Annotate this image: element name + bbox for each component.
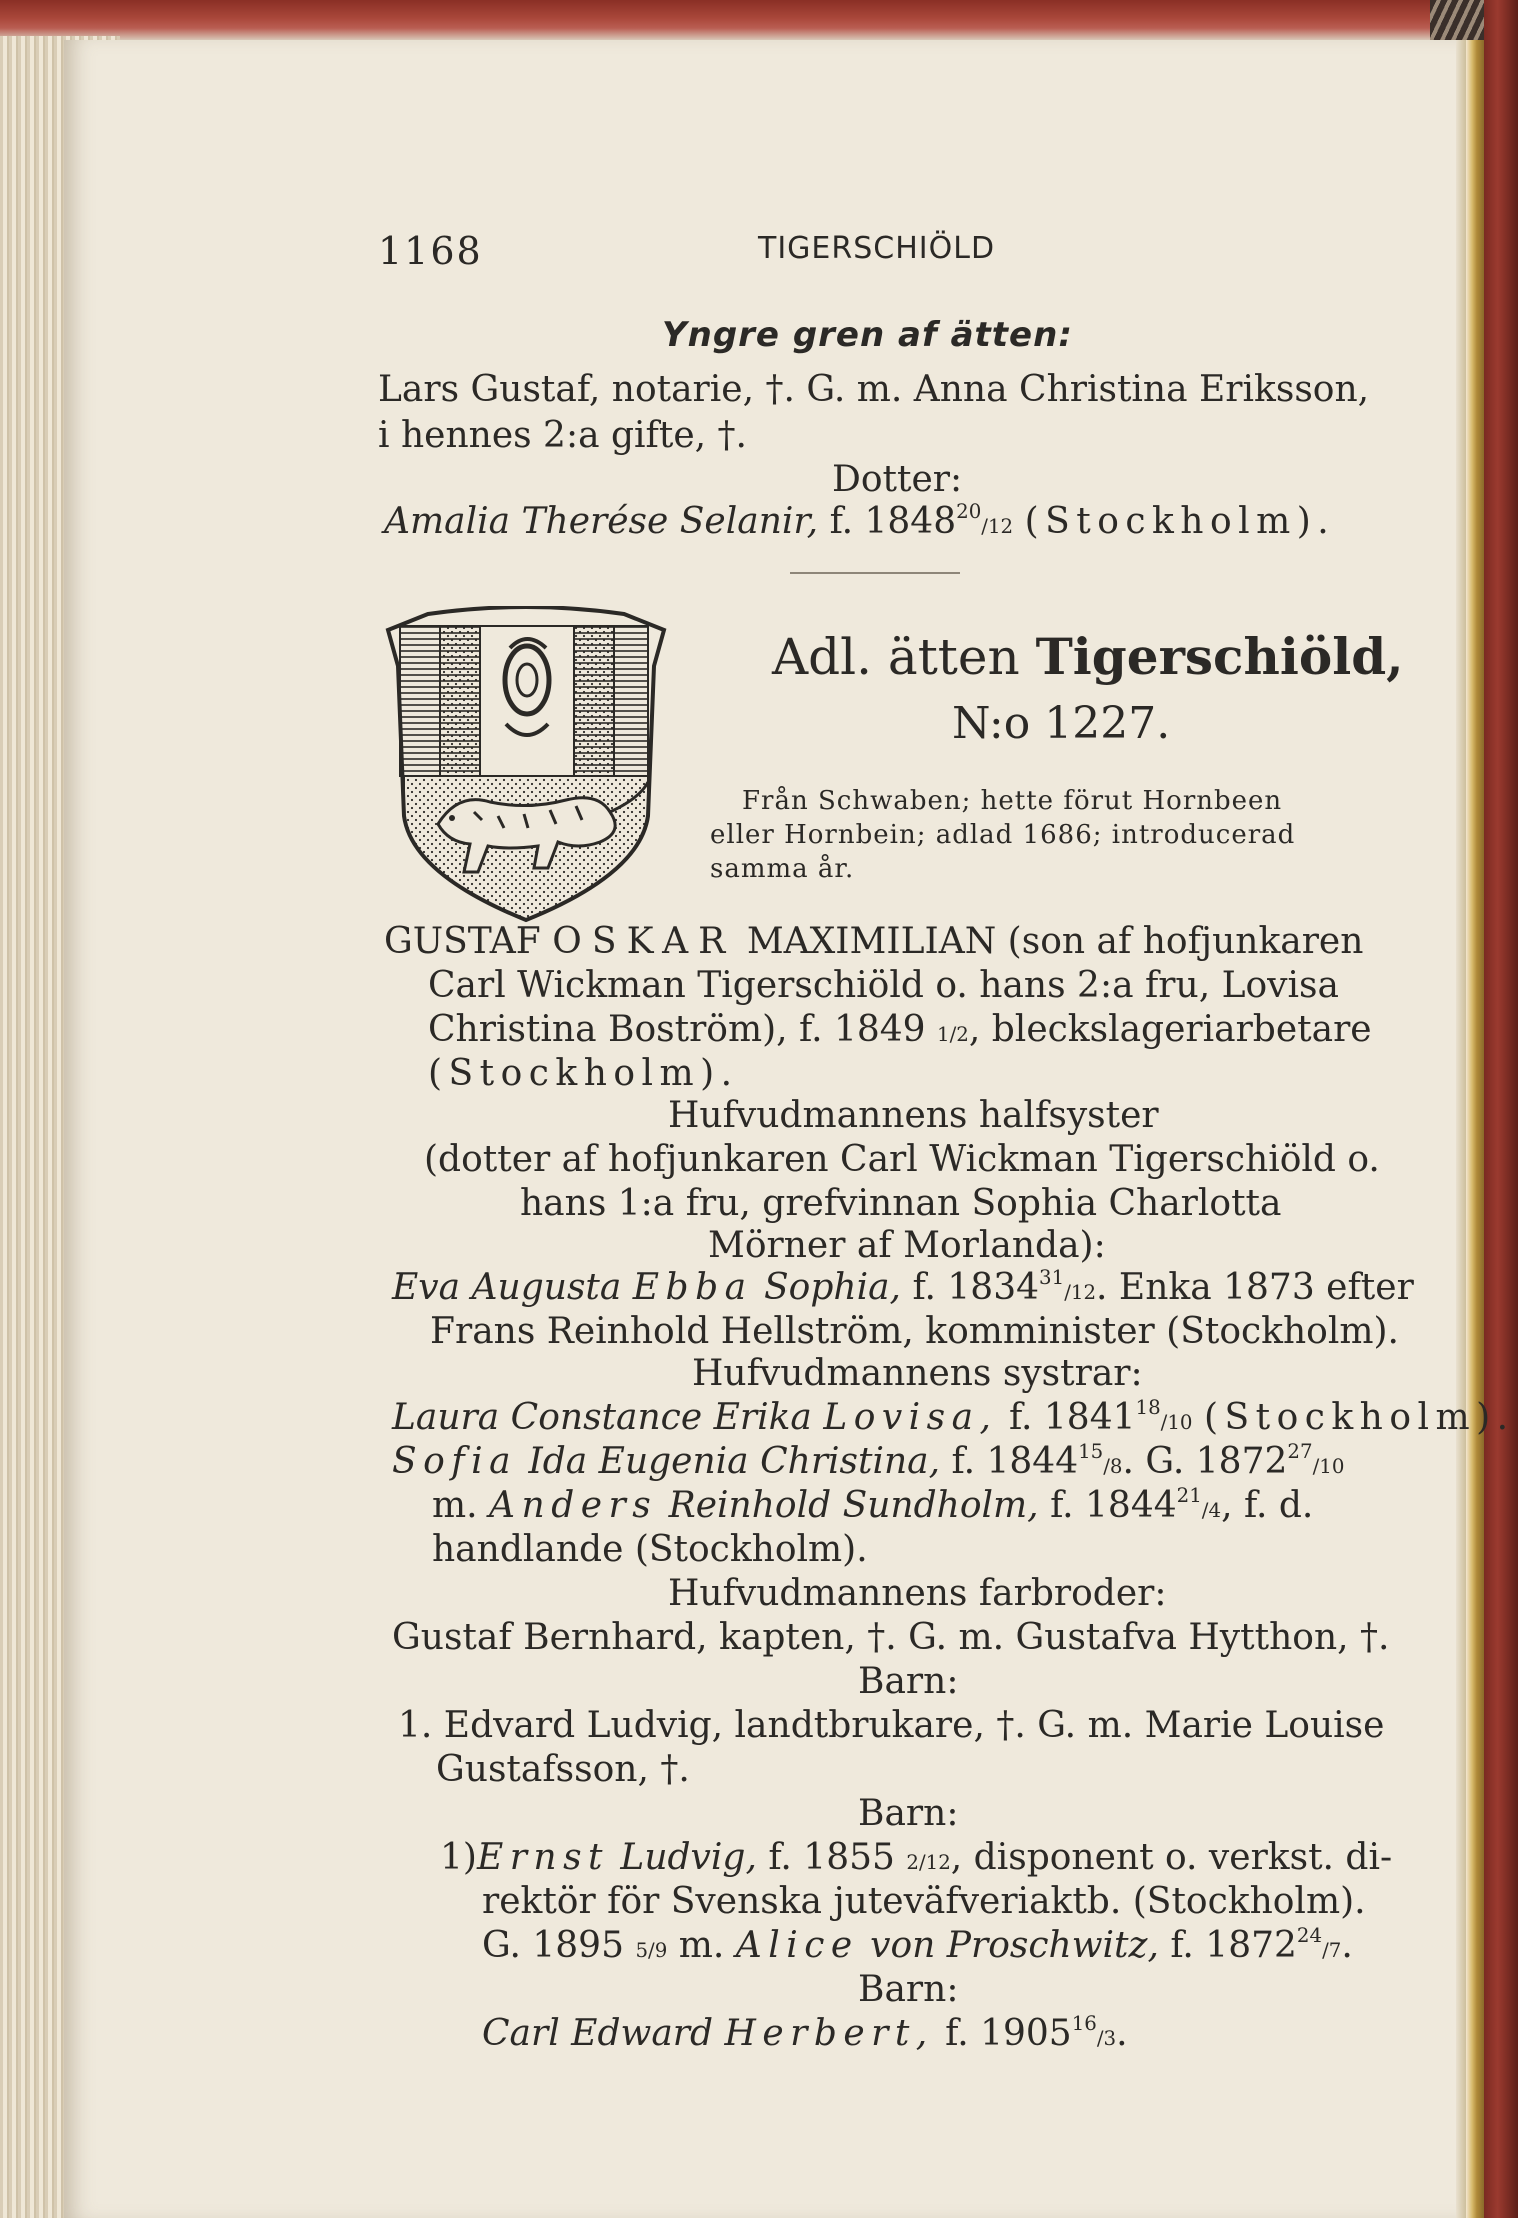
- great-grandchild-name-b: Herbert,: [724, 2013, 934, 2054]
- head-name-rest: MAXIMILIAN (son af hofjunkaren: [746, 921, 1364, 962]
- sister-1-sup: 18: [1135, 1396, 1161, 1420]
- sister-2-born: f. 1844: [951, 1441, 1079, 1482]
- family-title: [772, 627, 1404, 686]
- origin-line-3: samma år.: [710, 854, 855, 884]
- sister-2-sup: 15: [1078, 1440, 1104, 1464]
- origin-line-2: eller Hornbein; adlad 1686; introducerad: [710, 820, 1296, 850]
- child-1-children-heading: Barn:: [858, 1793, 959, 1834]
- page-edge: [1456, 40, 1466, 2218]
- sister-2-spouse-name-a: Anders: [489, 1485, 658, 1526]
- head-line-3-frac: 1/2: [937, 1023, 969, 1046]
- branch-line-2: i hennes 2:a gifte, †.: [378, 415, 747, 456]
- grandchild-1-line-1: [440, 1837, 1393, 1878]
- grandchild-1-spouse-end: .: [1341, 1925, 1353, 1966]
- grandchild-1-married: G. 1895: [482, 1925, 624, 1966]
- grandchild-1-line-3: [482, 1924, 1353, 1966]
- book-cover-right: [1484, 0, 1518, 2218]
- sister-2-spouse-born: f. 1844: [1050, 1485, 1177, 1526]
- sister-2-line-2-m: m.: [432, 1485, 478, 1526]
- uncle-children-heading: Barn:: [858, 1661, 959, 1702]
- grandchild-1-name-b: Ludvig,: [620, 1837, 757, 1878]
- great-grandchild-entry: [482, 2012, 1128, 2054]
- half-sister-name-a: Eva Augusta: [392, 1267, 622, 1308]
- head-name-caps: GUSTAF: [384, 921, 541, 962]
- sister-2-name-a: Sofia: [392, 1441, 518, 1482]
- grandchild-1-spouse-name-a: Alice: [735, 1925, 859, 1966]
- origin-line-1: Från Schwaben; hette förut Hornbeen: [742, 786, 1283, 816]
- uncle-line-1: Gustaf Bernhard, kapten, †. G. m. Gustafva Hytthon, †.: [392, 1617, 1390, 1658]
- grandchild-1-m: m.: [678, 1925, 725, 1966]
- family-title-prefix: Adl. ätten: [772, 628, 1020, 686]
- head-name-spaced: OSKAR: [552, 921, 736, 962]
- branch-line-1: Lars Gustaf, notarie, †. G. m. Anna Christina Eriksson,: [378, 369, 1370, 410]
- great-grandchild-born: f. 1905: [945, 2013, 1072, 2054]
- sister-1-entry: [392, 1396, 1515, 1438]
- grandchild-1-spouse-sub: /7: [1322, 1939, 1342, 1962]
- sister-2-sub: /8: [1103, 1455, 1123, 1478]
- grandchild-1-married-frac: 5/9: [635, 1939, 668, 1962]
- half-sister-heading: Hufvudmannens halfsyster: [668, 1095, 1159, 1136]
- uncles-heading: Hufvudmannens farbroder:: [668, 1573, 1167, 1614]
- half-sister-sup: 31: [1039, 1266, 1065, 1290]
- family-title-name: Tigerschiöld,: [1035, 627, 1404, 686]
- sister-1-sub: /10: [1160, 1411, 1193, 1434]
- sister-2-spouse-rest: , f. d.: [1221, 1485, 1314, 1526]
- daughter-name: Amalia Therése Selanir,: [384, 501, 819, 542]
- sisters-heading: Hufvudmannens systrar:: [692, 1353, 1143, 1394]
- half-sister-name-c: Sophia,: [764, 1267, 902, 1308]
- head-line-1: [384, 921, 1364, 962]
- half-sister-line-2: Frans Reinhold Hellström, komminister (Stockholm).: [430, 1311, 1399, 1352]
- head-line-4: (Stockholm).: [428, 1053, 739, 1094]
- grandchild-1-name-a: Ernst: [476, 1837, 609, 1878]
- half-sister-name-b: Ebba: [632, 1267, 753, 1308]
- great-grandchild-sup: 16: [1071, 2012, 1097, 2036]
- grandchild-1-line-2: rektör för Svenska juteväfveriaktb. (Stockholm).: [482, 1881, 1366, 1922]
- sister-1-place: (Stockholm).: [1203, 1397, 1515, 1438]
- daughter-entry: [384, 500, 1336, 542]
- daughter-date-sub: /12: [981, 515, 1014, 538]
- section-divider: [790, 572, 960, 574]
- daughter-heading: Dotter:: [832, 459, 963, 500]
- half-sister-paren-2: hans 1:a fru, grefvinnan Sophia Charlotta: [520, 1183, 1282, 1224]
- grandchild-1-num: 1): [440, 1837, 477, 1878]
- grandchild-1-rest: , disponent o. verkst. di-: [950, 1837, 1393, 1878]
- page-number: 1168: [378, 229, 483, 273]
- child-1-line-1: 1. Edvard Ludvig, landtbrukare, †. G. m. Marie Louise: [398, 1705, 1385, 1746]
- sister-2-entry: [392, 1440, 1345, 1482]
- sister-1-name-b: Lovisa,: [823, 1397, 998, 1438]
- sister-1-born: f. 1841: [1008, 1397, 1136, 1438]
- sister-1-name-a: Laura Constance Erika: [392, 1397, 812, 1438]
- sister-2-spouse-name-b: Reinhold Sundholm,: [668, 1485, 1039, 1526]
- grandchild-1-children-heading: Barn:: [858, 1969, 959, 2010]
- head-line-3-b: , bleckslageriarbetare: [968, 1009, 1372, 1050]
- half-sister-born: f. 1834: [912, 1267, 1040, 1308]
- half-sister-sub: /12: [1064, 1281, 1097, 1304]
- sister-2-spouse-sub: /4: [1201, 1499, 1222, 1522]
- sister-2-name-b: Ida Eugenia Christina,: [528, 1441, 941, 1482]
- grandchild-1-spouse-born: f. 1872: [1170, 1925, 1297, 1966]
- sister-2-married: . G. 1872: [1122, 1441, 1288, 1482]
- coat-of-arms-icon: [378, 606, 674, 924]
- sister-2-sup-2: 27: [1287, 1440, 1313, 1464]
- half-sister-paren-3: Mörner af Morlanda):: [708, 1225, 1106, 1266]
- child-1-line-2: Gustafsson, †.: [436, 1749, 690, 1790]
- sister-2-line-3: handlande (Stockholm).: [432, 1529, 868, 1570]
- daughter-place: (Stockholm).: [1024, 501, 1336, 542]
- sister-2-sub-2: /10: [1312, 1455, 1345, 1478]
- daughter-born: f. 1848: [829, 501, 957, 542]
- grandchild-1-born: f. 1855: [768, 1837, 895, 1878]
- head-line-3: [428, 1009, 1372, 1050]
- great-grandchild-name-a: Carl Edward: [482, 2013, 714, 2054]
- grandchild-1-spouse-sup: 24: [1296, 1924, 1323, 1948]
- daughter-date-sup: 20: [956, 500, 982, 524]
- sister-2-line-2: [432, 1484, 1314, 1526]
- head-line-2: Carl Wickman Tigerschiöld o. hans 2:a fru, Lovisa: [428, 965, 1339, 1006]
- half-sister-paren-1: (dotter af hofjunkaren Carl Wickman Tigerschiöld o.: [424, 1139, 1380, 1180]
- running-head: TIGERSCHIÖLD: [758, 231, 996, 266]
- head-line-3-a: Christina Boström), f. 1849: [428, 1009, 926, 1050]
- book-cover-top: [0, 0, 1518, 40]
- grandchild-1-spouse-name-b: von Proschwitz,: [870, 1925, 1159, 1966]
- sister-2-spouse-sup: 21: [1176, 1484, 1202, 1508]
- grandchild-1-frac: 2/12: [906, 1851, 951, 1874]
- half-sister-rest: . Enka 1873 efter: [1096, 1267, 1414, 1308]
- great-grandchild-sub: /3: [1096, 2027, 1117, 2050]
- great-grandchild-end: .: [1116, 2013, 1128, 2054]
- half-sister-entry: [392, 1266, 1414, 1308]
- gilt-edge: [1466, 40, 1484, 2218]
- family-number: N:o 1227.: [952, 698, 1171, 749]
- branch-title: Yngre gren af ätten:: [662, 315, 1073, 355]
